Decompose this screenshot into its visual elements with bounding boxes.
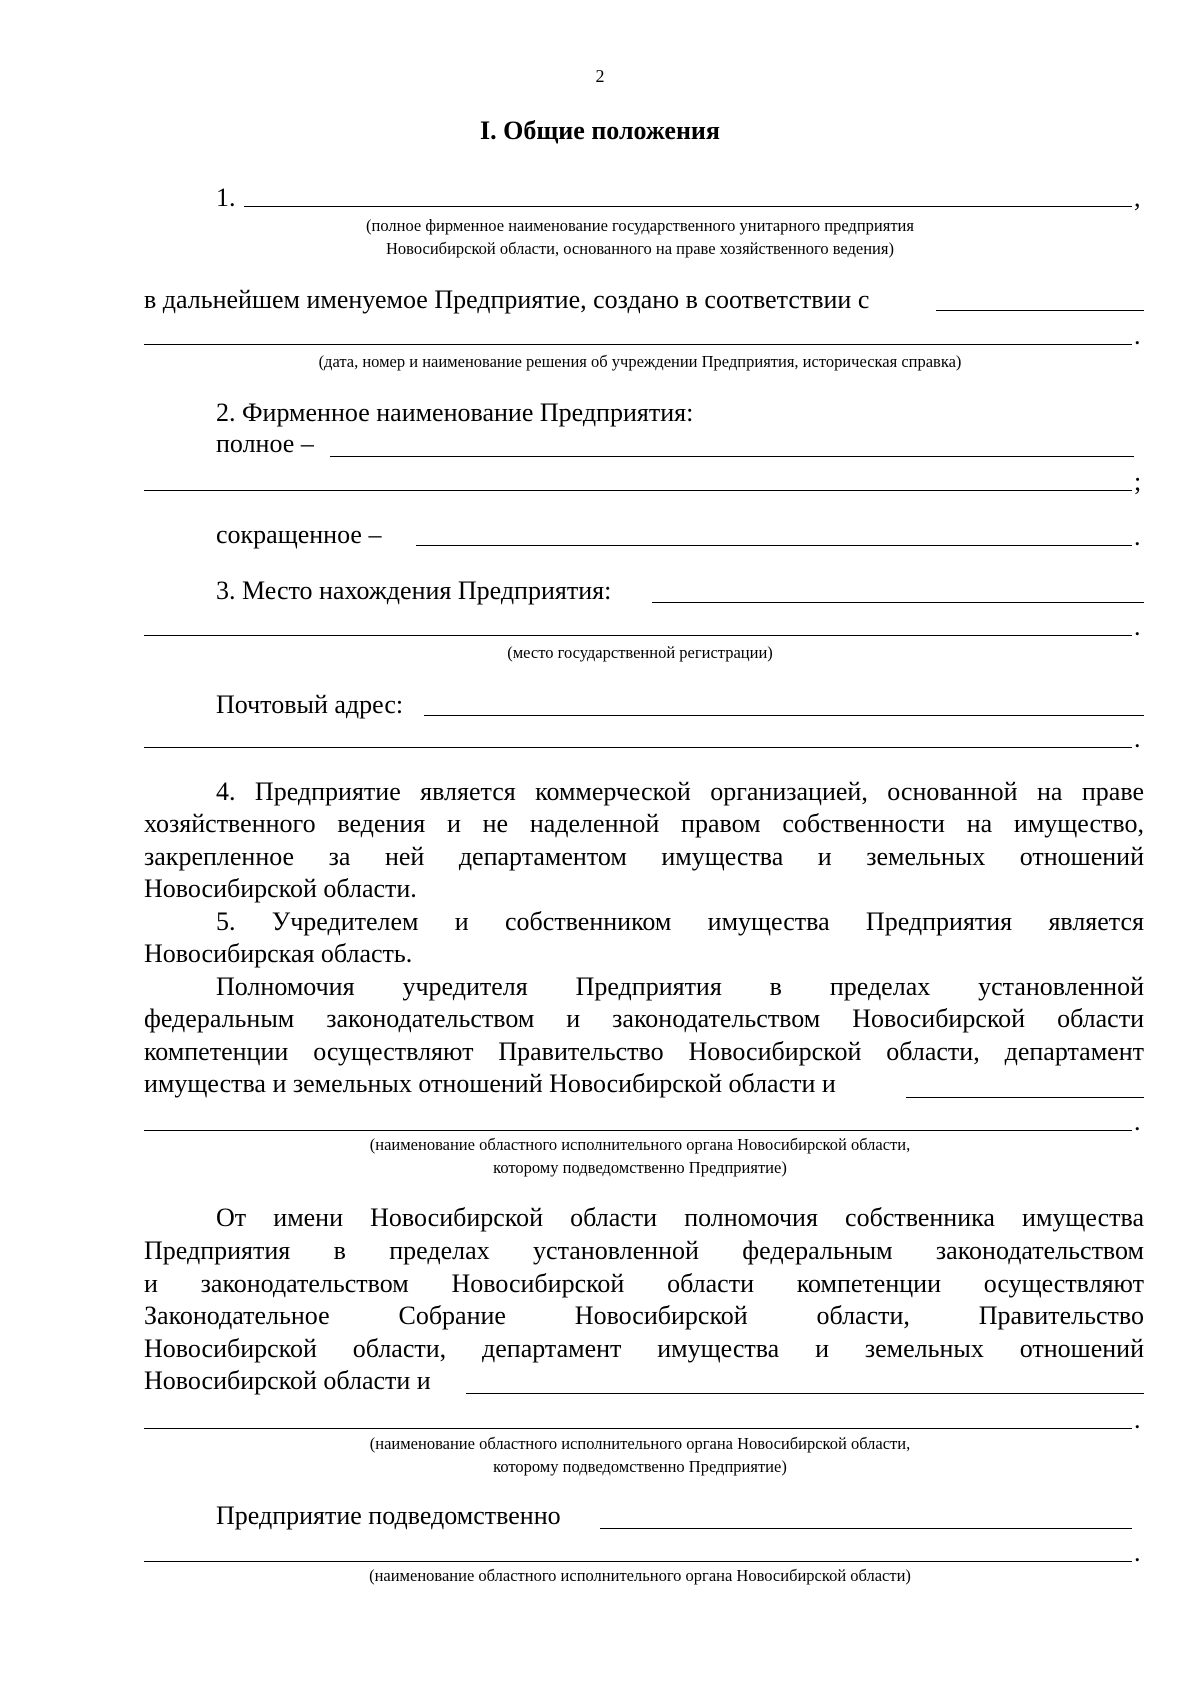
subordination-blank-line — [600, 1528, 1132, 1529]
subordination-end-mark: . — [1134, 1538, 1141, 1567]
item5-blank-line — [906, 1097, 1144, 1098]
postal-blank-line2 — [144, 747, 1132, 748]
item4-line-1: 4. Предприятие является коммерческой организацией, основанной на праве — [216, 777, 1144, 806]
item1-hint-line2: Новосибирской области, основанного на праве хозяйственного ведения) — [386, 239, 894, 258]
item3-blank-line — [652, 602, 1144, 603]
item2-full-end: ; — [1134, 467, 1142, 496]
owner-line-6: Новосибирской области и — [144, 1366, 431, 1395]
item5-hint-line1: (наименование областного исполнительного органа Новосибирской области, — [369, 1135, 911, 1154]
item5-powers-line-4: имущества и земельных отношений Новосибирской области и — [144, 1069, 836, 1098]
subordination-hint: (наименование областного исполнительного органа Новосибирской области) — [369, 1566, 911, 1585]
item1-date-blank-line — [936, 310, 1144, 311]
item5-line-2: Новосибирская область. — [144, 939, 413, 968]
item1-comma: , — [1134, 183, 1141, 212]
owner-blank-line2 — [144, 1428, 1132, 1429]
page-number: 2 — [595, 66, 605, 86]
item5-end-mark: . — [1134, 1107, 1141, 1136]
item1-blank-line — [244, 206, 1132, 207]
owner-line-5: Новосибирской области, департамент имущества и земельных отношений — [144, 1334, 1144, 1363]
item1-end-mark: . — [1134, 321, 1141, 350]
item2-short-blank-line — [416, 545, 1132, 546]
item3-heading: 3. Место нахождения Предприятия: — [216, 576, 612, 605]
item3-blank-line2 — [144, 635, 1132, 636]
item2-short-end: . — [1134, 522, 1141, 551]
owner-hint-line1: (наименование областного исполнительного органа Новосибирской области, — [369, 1434, 911, 1453]
item3-end-mark: . — [1134, 612, 1141, 641]
owner-blank-line — [466, 1393, 1144, 1394]
owner-hint-line2: которому подведомственно Предприятие) — [493, 1457, 787, 1476]
postal-blank-line — [424, 715, 1144, 716]
item1-number: 1. — [216, 183, 236, 212]
item1-hint2: (дата, номер и наименование решения об учреждении Предприятия, историческая справка) — [318, 352, 962, 371]
item1-date-blank-line2 — [144, 344, 1132, 345]
owner-line-4: Законодательное Собрание Новосибирской области, Правительство — [144, 1301, 1144, 1330]
owner-line-1: От имени Новосибирской области полномочия собственника имущества — [216, 1203, 1144, 1232]
item4-line-3: закрепленное за ней департаментом имущества и земельных отношений — [144, 842, 1144, 871]
item3-hint: (место государственной регистрации) — [507, 643, 773, 662]
item5-powers-line-3: компетенции осуществляют Правительство Новосибирской области, департамент — [144, 1037, 1144, 1066]
item5-line-1: 5. Учредителем и собственником имущества Предприятия является — [216, 907, 1144, 936]
item2-full-label: полное – — [216, 429, 314, 458]
item4-line-4: Новосибирской области. — [144, 874, 417, 903]
postal-end-mark: . — [1134, 724, 1141, 753]
item4-line-2: хозяйственного ведения и не наделенной правом собственности на имущество, — [144, 809, 1144, 838]
item2-full-blank-line2 — [144, 490, 1132, 491]
postal-label: Почтовый адрес: — [216, 690, 404, 719]
owner-end-mark: . — [1134, 1405, 1141, 1434]
owner-line-2: Предприятия в пределах установленной федеральным законодательством — [144, 1236, 1144, 1265]
subordination-label: Предприятие подведомственно — [216, 1501, 561, 1530]
section-title: I. Общие положения — [480, 116, 720, 145]
item1-hint-line1: (полное фирменное наименование государственного унитарного предприятия — [366, 216, 914, 235]
item5-hint-line2: которому подведомственно Предприятие) — [493, 1158, 787, 1177]
item5-powers-line-1: Полномочия учредителя Предприятия в пределах установленной — [216, 972, 1144, 1001]
item1-continuation: в дальнейшем именуемое Предприятие, создано в соответствии с — [144, 285, 870, 314]
item2-full-blank-line — [330, 456, 1134, 457]
item5-blank-line2 — [144, 1130, 1132, 1131]
owner-line-3: и законодательством Новосибирской области компетенции осуществляют — [144, 1269, 1144, 1298]
subordination-blank-line2 — [144, 1561, 1132, 1562]
item2-short-label: сокращенное – — [216, 520, 382, 549]
item5-powers-line-2: федеральным законодательством и законодательством Новосибирской области — [144, 1004, 1144, 1033]
item2-heading: 2. Фирменное наименование Предприятия: — [216, 398, 694, 427]
